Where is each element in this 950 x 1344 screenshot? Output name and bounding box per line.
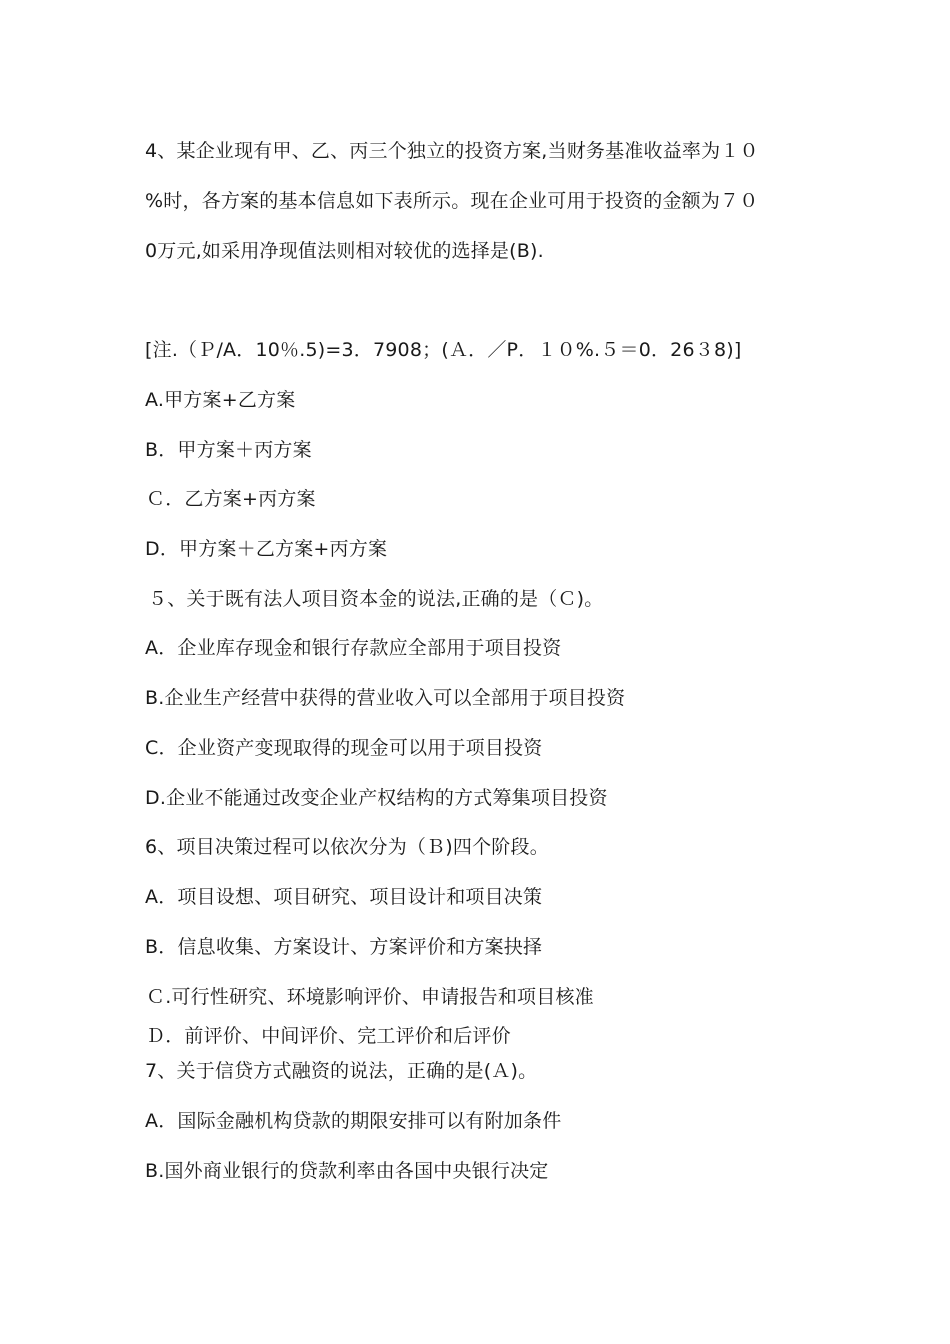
question-6-option-b: B．信息收集、方案设计、方案评价和方案抉择 <box>145 936 543 958</box>
question-4-option-b: B．甲方案＋丙方案 <box>145 439 312 461</box>
question-4-note: [注.（Ｐ/A．10％.5)=3．7908；(Ａ．／P．１０%.５＝0．26３8)] <box>145 339 742 361</box>
question-7-option-b: B.国外商业银行的贷款利率由各国中央银行决定 <box>145 1160 549 1182</box>
question-5-option-d: D.企业不能通过改变企业产权结构的方式筹集项目投资 <box>145 787 608 809</box>
question-4-stem-line-3: 0万元,如采用净现值法则相对较优的选择是(B). <box>145 240 544 262</box>
question-6-option-d: Ｄ．前评价、中间评价、完工评价和后评价 <box>146 1025 511 1047</box>
question-5-option-a: A．企业库存现金和银行存款应全部用于项目投资 <box>145 637 562 659</box>
question-4-option-d: D．甲方案＋乙方案+丙方案 <box>145 538 388 560</box>
question-6-stem: 6、项目决策过程可以依次分为（Ｂ)四个阶段。 <box>145 836 549 858</box>
question-5-stem: ５、关于既有法人项目资本金的说法,正确的是（Ｃ)。 <box>148 588 604 610</box>
question-4-option-a: A.甲方案+乙方案 <box>145 389 296 411</box>
question-4-option-c: Ｃ．乙方案+丙方案 <box>146 488 316 510</box>
question-4-stem-line-1: 4、某企业现有甲、乙、丙三个独立的投资方案,当财务基准收益率为１０ <box>145 140 759 162</box>
question-7-option-a: A．国际金融机构贷款的期限安排可以有附加条件 <box>145 1110 562 1132</box>
question-6-option-c: Ｃ.可行性研究、环境影响评价、申请报告和项目核准 <box>146 986 594 1008</box>
question-6-option-a: A．项目设想、项目研究、项目设计和项目决策 <box>145 886 543 908</box>
question-5-option-b: B.企业生产经营中获得的营业收入可以全部用于项目投资 <box>145 687 626 709</box>
question-5-option-c: C．企业资产变现取得的现金可以用于项目投资 <box>145 737 543 759</box>
question-4-stem-line-2: %时，各方案的基本信息如下表所示。现在企业可用于投资的金额为７０ <box>145 190 759 212</box>
question-7-stem: 7、关于信贷方式融资的说法，正确的是(Ａ)。 <box>145 1060 538 1082</box>
